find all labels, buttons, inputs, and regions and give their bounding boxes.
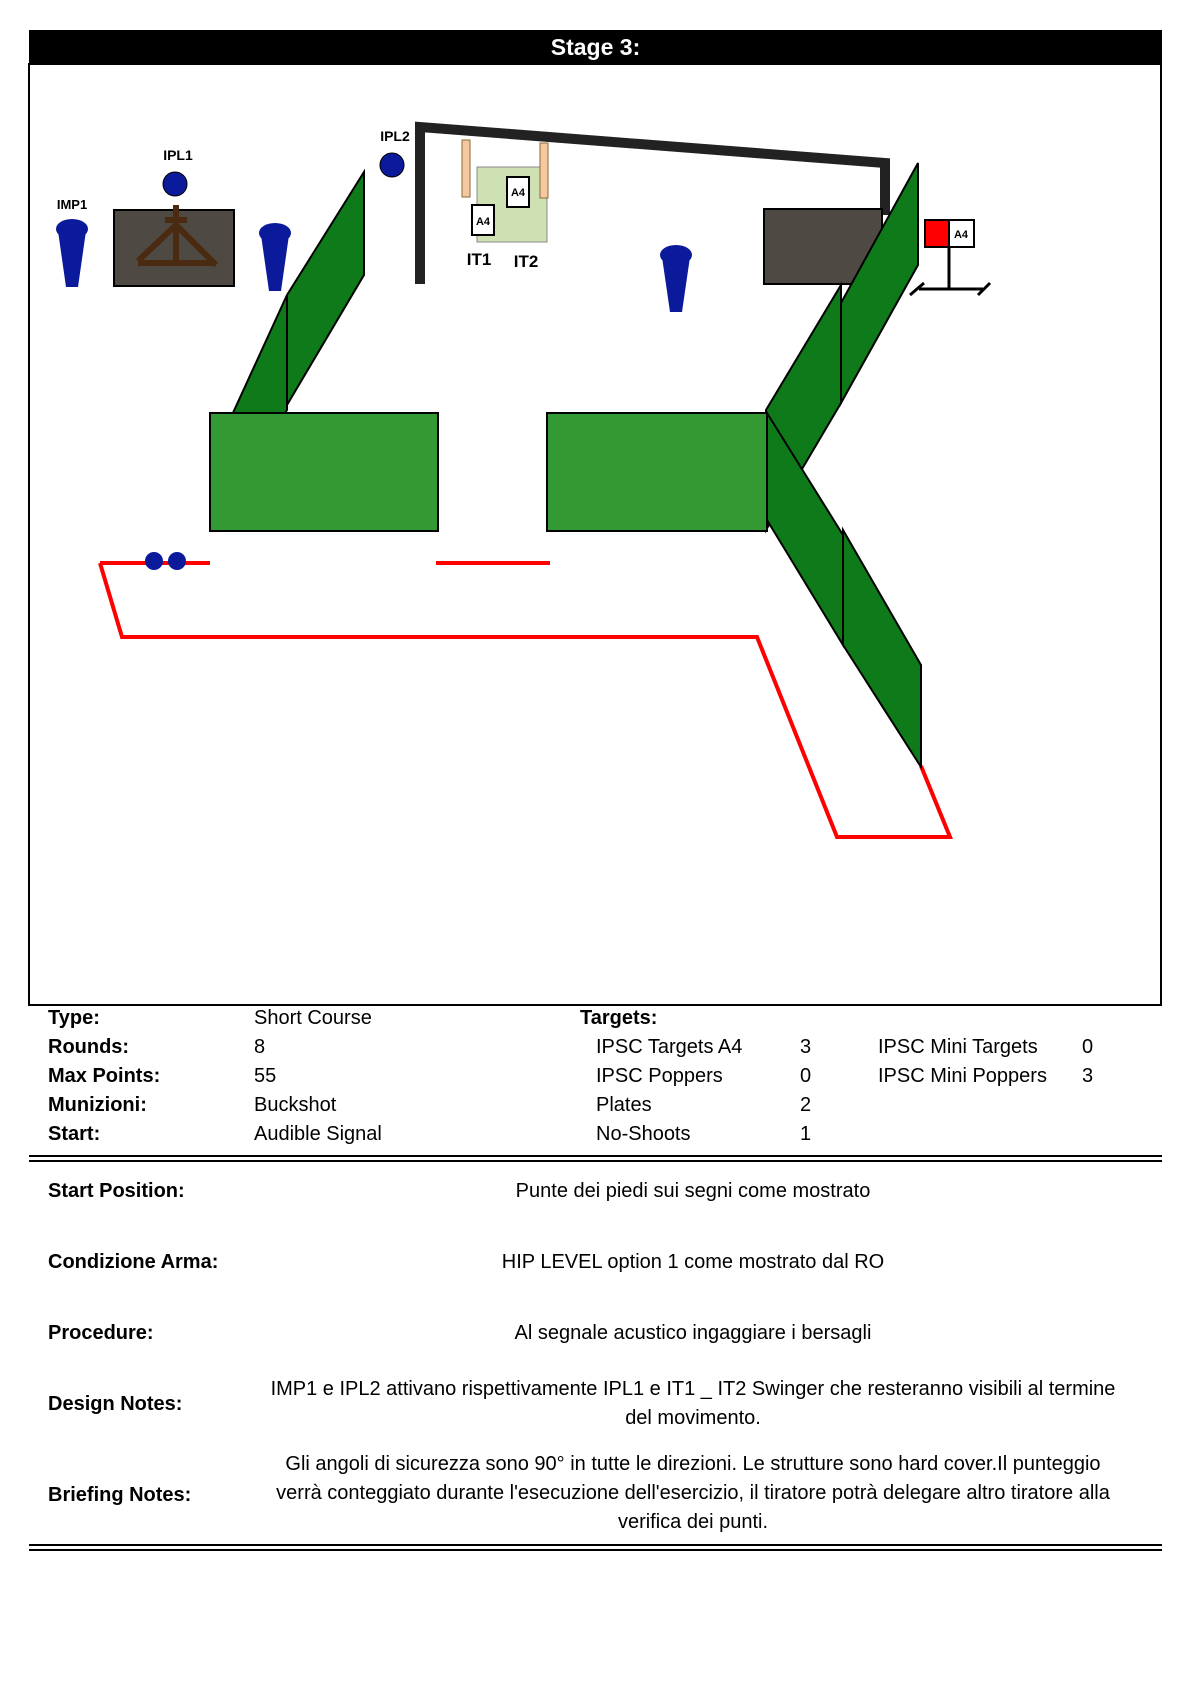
target-count: 2 <box>800 1094 812 1116</box>
wall-right-upper <box>841 163 918 403</box>
design-notes-label: Design Notes: <box>48 1393 183 1415</box>
wall-right-diag-2 <box>843 530 921 767</box>
divider-top-1 <box>29 1155 1162 1157</box>
start-foot-left <box>145 552 163 570</box>
maxpoints-value: 55 <box>254 1065 277 1087</box>
target-name: No-Shoots <box>596 1123 691 1145</box>
a4-label-it1: A4 <box>475 216 491 228</box>
plate-ipl1 <box>163 172 187 196</box>
no-shoot-red <box>925 220 949 247</box>
a4-label-it2: A4 <box>510 187 526 199</box>
swinger-post-right <box>540 143 548 198</box>
start-label: Start: <box>48 1123 101 1145</box>
swinger-post-left <box>462 140 470 197</box>
label-it2: IT2 <box>513 252 539 271</box>
rounds-value: 8 <box>254 1036 266 1058</box>
stage-diagram-svg <box>30 65 1160 1004</box>
start-position-label: Start Position: <box>48 1180 185 1202</box>
munizioni-label: Munizioni: <box>48 1094 147 1116</box>
mini-target-count: 0 <box>1082 1036 1094 1058</box>
briefing-notes-label: Briefing Notes: <box>48 1484 192 1506</box>
target-count: 1 <box>800 1123 812 1145</box>
divider-top-2 <box>29 1160 1162 1162</box>
briefing-notes-line-1: Gli angoli di sicurezza sono 90° in tutte le direzioni. Le strutture sono hard cover.Il punteggio <box>285 1453 1101 1475</box>
targets-label: Targets: <box>580 1007 658 1029</box>
briefing-notes-line-2: verrà conteggiato durante l'esecuzione dell'esercizio, il tiratore potrà delegare altro tiratore alla <box>276 1482 1110 1504</box>
procedure-text: Al segnale acustico ingaggiare i bersagli <box>514 1322 872 1344</box>
condizione-text: HIP LEVEL option 1 come mostrato dal RO <box>501 1251 885 1273</box>
start-value: Audible Signal <box>254 1123 382 1145</box>
start-position-text: Punte dei piedi sui segni come mostrato <box>515 1180 871 1202</box>
briefing-notes-line-3: verifica dei punti. <box>617 1511 769 1533</box>
procedure-label: Procedure: <box>48 1322 154 1344</box>
mini-target-count: 3 <box>1082 1065 1094 1087</box>
a4-label-stand: A4 <box>953 229 969 241</box>
stage-title: Stage 3: <box>29 30 1162 64</box>
popper-middle-icon <box>259 223 291 291</box>
barricade-right <box>547 413 767 531</box>
target-name: IPSC Targets A4 <box>596 1036 743 1058</box>
maxpoints-label: Max Points: <box>48 1065 161 1087</box>
mini-target-name: IPSC Mini Targets <box>878 1036 1038 1058</box>
label-imp1: IMP1 <box>56 197 88 212</box>
munizioni-value: Buckshot <box>254 1094 337 1116</box>
target-count: 0 <box>800 1065 812 1087</box>
design-notes-line-1: IMP1 e IPL2 attivano rispettivamente IPL1 e IT1 _ IT2 Swinger che resteranno visibili al termine <box>270 1378 1116 1400</box>
barricade-left <box>210 413 438 531</box>
target-count: 3 <box>800 1036 812 1058</box>
start-foot-right <box>168 552 186 570</box>
label-ipl2: IPL2 <box>380 128 410 144</box>
divider-bottom-2 <box>29 1549 1162 1551</box>
condizione-label: Condizione Arma: <box>48 1251 219 1273</box>
label-ipl1: IPL1 <box>163 147 193 163</box>
target-stand-icon <box>910 247 990 295</box>
design-notes-line-2: del movimento. <box>625 1407 761 1429</box>
wall-left-upper <box>287 172 364 405</box>
divider-bottom-1 <box>29 1544 1162 1546</box>
popper-imp1-icon <box>56 219 88 287</box>
type-value: Short Course <box>254 1007 372 1029</box>
popper-right-icon <box>660 245 692 312</box>
label-it1: IT1 <box>466 250 492 269</box>
target-name: IPSC Poppers <box>596 1065 723 1087</box>
rounds-label: Rounds: <box>48 1036 130 1058</box>
plate-ipl2 <box>380 153 404 177</box>
type-label: Type: <box>48 1007 100 1029</box>
mini-target-name: IPSC Mini Poppers <box>878 1065 1047 1087</box>
stage-diagram <box>28 63 1162 1006</box>
target-name: Plates <box>596 1094 652 1116</box>
